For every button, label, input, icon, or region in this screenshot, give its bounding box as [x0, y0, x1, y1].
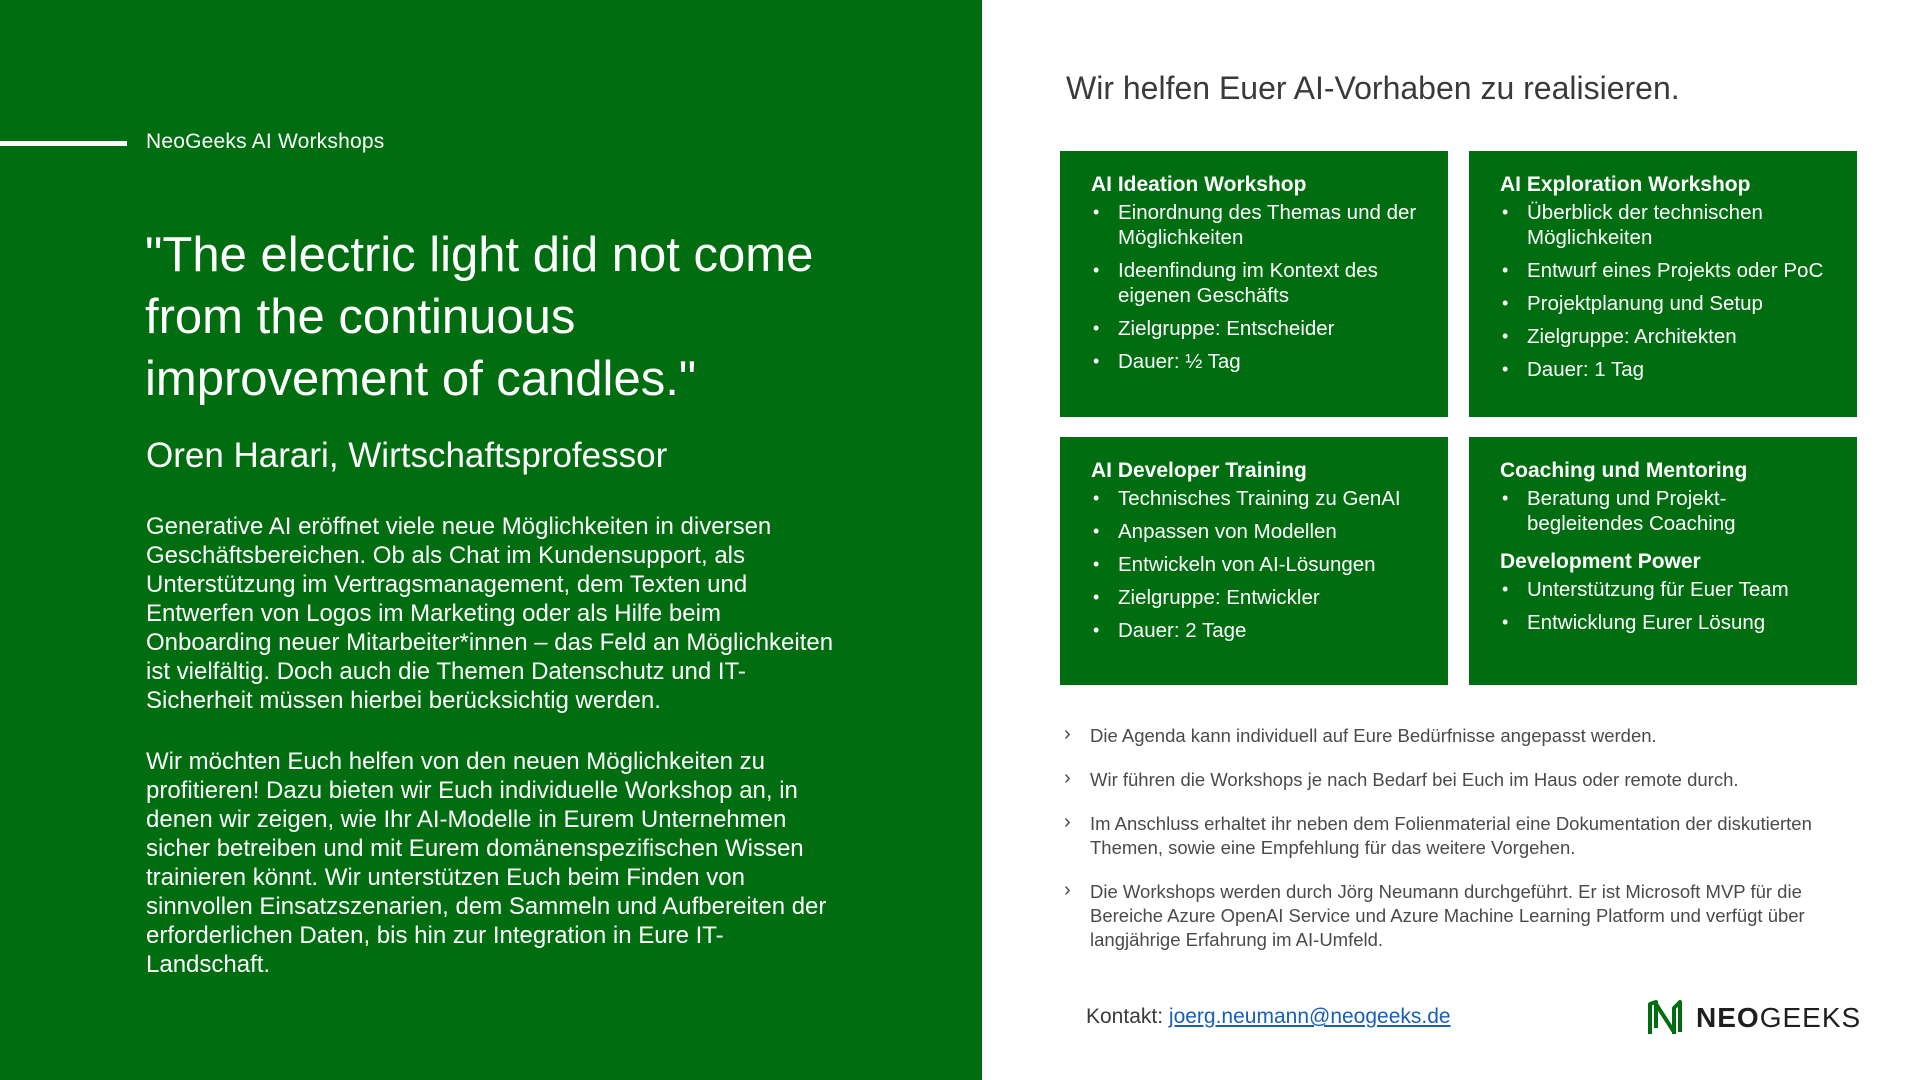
card-title: AI Exploration Workshop	[1500, 173, 1751, 196]
list-item: • Dauer: 1 Tag	[1500, 357, 1827, 382]
list-item: • Entwickeln von AI-Lösungen	[1091, 552, 1418, 577]
card-subtitle: Development Power	[1500, 550, 1701, 573]
list-item: • Anpassen von Modellen	[1091, 519, 1418, 544]
neogeeks-logo	[1646, 998, 1861, 1038]
list-item: • Technisches Training zu GenAI	[1091, 486, 1418, 511]
quote: "The electric light did not come from the continuous improvement of candles."	[145, 228, 814, 406]
note-text: Im Anschluss erhaltet ihr neben dem Folienmaterial eine Dokumentation der diskutierten Themen, sowie eine Empfehlung für das weitere Vorgehen.	[1090, 813, 1812, 858]
card-title: AI Developer Training	[1091, 459, 1307, 482]
card-list	[1500, 486, 1827, 536]
card-list	[1091, 486, 1418, 643]
list-item: • Entwurf eines Projekts oder PoC	[1500, 258, 1827, 283]
card-coaching-und-mentoring	[1469, 437, 1857, 685]
contact-line	[1086, 1005, 1451, 1029]
list-item: • Überblick der technischen Möglichkeiten	[1500, 200, 1827, 250]
list-item: • Projektplanung und Setup	[1500, 291, 1827, 316]
accent-line	[0, 141, 127, 146]
chevron-right-icon: ›	[1064, 811, 1071, 833]
contact-label: Kontakt:	[1086, 1005, 1164, 1028]
note-text: Die Workshops werden durch Jörg Neumann durchgeführt. Er ist Microsoft MVP für die Bereiche Azure OpenAI Service und Azure Machine Learning Platform und verfügt über langjährige Erfahrung im AI-Umfeld.	[1090, 881, 1805, 950]
note-item	[1064, 812, 1854, 860]
logo-wordmark	[1696, 1002, 1861, 1034]
note-text: Wir führen die Workshops je nach Bedarf bei Euch im Haus oder remote durch.	[1090, 769, 1739, 790]
list-item: • Dauer: 2 Tage	[1091, 618, 1418, 643]
note-item	[1064, 880, 1854, 952]
neogeeks-logo-icon	[1646, 998, 1684, 1038]
kicker-text: NeoGeeks AI Workshops	[146, 130, 385, 153]
logo-text-light: GEEKS	[1759, 1002, 1862, 1033]
list-item: • Zielgruppe: Entwickler	[1091, 585, 1418, 610]
note-item	[1064, 724, 1854, 748]
list-item: • Entwicklung Eurer Lösung	[1500, 610, 1827, 635]
card-list	[1500, 200, 1827, 382]
card-ai-developer-training	[1060, 437, 1448, 685]
intro-paragraph: Generative AI eröffnet viele neue Möglichkeiten in diversen Geschäftsbereichen. Ob als Chat im Kundensupport, als Unterstützung im Vertragsmanagement, dem Texten und Entwerfen von Logos im Marketing oder als Hilfe beim Onboarding neuer Mitarbeiter*innen – das Feld an Möglichkeiten ist vielfältig. Doch auch die Themen Datenschutz und IT-Sicherheit müssen hierbei berücksichtig werden.	[146, 513, 834, 714]
quote-author: Oren Harari, Wirtschaftsprofessor	[146, 436, 668, 475]
list-item: • Beratung und Projekt-begleitendes Coaching	[1500, 486, 1827, 536]
chevron-right-icon: ›	[1064, 767, 1071, 789]
card-title: Coaching und Mentoring	[1500, 459, 1748, 482]
list-item: • Zielgruppe: Entscheider	[1091, 316, 1418, 341]
list-item: • Dauer: ½ Tag	[1091, 349, 1418, 374]
chevron-right-icon: ›	[1064, 723, 1071, 745]
note-item	[1064, 768, 1854, 792]
chevron-right-icon: ›	[1064, 879, 1071, 901]
logo-text-bold: NEO	[1696, 1002, 1760, 1033]
list-item: • Ideenfindung im Kontext des eigenen Geschäfts	[1091, 258, 1418, 308]
list-item: • Einordnung des Themas und der Möglichkeiten	[1091, 200, 1418, 250]
list-item: • Unterstützung für Euer Team	[1500, 577, 1827, 602]
card-ai-ideation-workshop	[1060, 151, 1448, 417]
card-list	[1091, 200, 1418, 374]
card-ai-exploration-workshop	[1469, 151, 1857, 417]
note-text: Die Agenda kann individuell auf Eure Bedürfnisse angepasst werden.	[1090, 725, 1657, 746]
contact-email-link[interactable]: joerg.neumann@neogeeks.de	[1168, 1005, 1451, 1028]
card-title: AI Ideation Workshop	[1091, 173, 1307, 196]
list-item: • Zielgruppe: Architekten	[1500, 324, 1827, 349]
offer-paragraph: Wir möchten Euch helfen von den neuen Möglichkeiten zu profitieren! Dazu bieten wir Euch individuelle Workshop an, in denen wir zeigen, wie Ihr AI-Modelle in Eurem Unternehmen sicher betreiben und mit Eurem domänenspezifischen Wissen trainieren könnt. Wir unterstützen Euch beim Finden von sinnvollen Einsatzszenarien, dem Sammeln und Aufbereiten der erforderlichen Daten, bis hin zur Integration in Eure IT-Landschaft.	[146, 748, 827, 978]
right-title: Wir helfen Euer AI-Vorhaben zu realisieren.	[1066, 70, 1680, 106]
card-list	[1500, 577, 1827, 635]
notes-list	[1064, 724, 1854, 972]
